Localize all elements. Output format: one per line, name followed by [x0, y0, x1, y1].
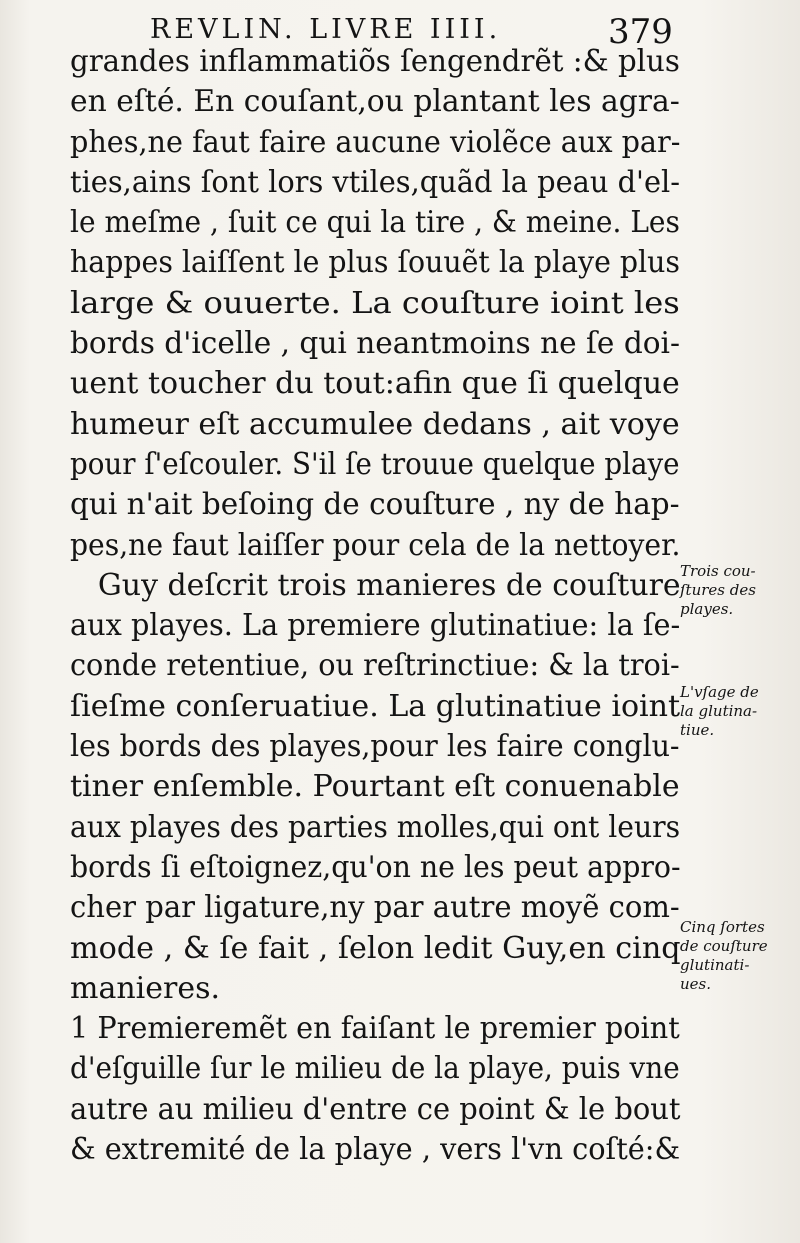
text-line: d'eſguille ſur le milieu de la playe, puis vne: [70, 1051, 680, 1087]
text-line: ſieſme conſeruatiue. La glutinatiue ioint: [70, 688, 681, 724]
text-line: le meſme , ſuit ce qui la tire , & meine. Les: [70, 205, 680, 241]
text-line: aux playes. La premiere glutinatiue: la ſe-: [70, 608, 681, 644]
margin-note-line: Trois cou-: [680, 562, 756, 580]
page-number: 379: [608, 12, 673, 52]
text-line: 1 Premieremẽt en faiſant le premier point: [70, 1011, 680, 1047]
margin-note-line: Cinq ſortes: [680, 918, 765, 936]
text-line: mode , & ſe fait , ſelon ledit Guy,en cinq: [70, 930, 681, 966]
margin-note-line: ſtures des: [680, 581, 756, 599]
margin-note-line: la glutina-: [680, 702, 758, 720]
text-line: humeur eſt accumulee dedans , ait voye: [70, 406, 680, 442]
text-line: cher par ligature,ny par autre moyẽ com-: [70, 890, 680, 926]
text-line: en eſté. En couſant,ou plantant les agra-: [70, 84, 680, 120]
text-line: les bords des playes,pour les faire conglu-: [70, 729, 680, 765]
text-line: bords ſi eſtoignez,qu'on ne les peut appro-: [70, 849, 681, 885]
text-line: bords d'icelle , qui neantmoins ne ſe doi-: [70, 326, 680, 362]
running-head: REVLIN. LIVRE IIII.: [150, 14, 502, 45]
text-line: pour ſ'eſcouler. S'il ſe trouue quelque playe: [70, 446, 680, 482]
text-line: conde retentiue, ou reſtrinctiue: & la troi-: [70, 648, 680, 684]
text-line: & extremité de la playe , vers l'vn coſté:&: [70, 1132, 681, 1168]
text-line: manieres.: [70, 970, 221, 1006]
margin-note-line: de couſture: [680, 937, 768, 955]
main-text-block: [70, 42, 680, 1170]
text-line: ties,ains ſont lors vtiles,quãd la peau d'el-: [70, 164, 681, 200]
text-line: phes,ne faut faire aucune violẽce aux par-: [70, 124, 681, 160]
margin-note-usage-glutinatiue: [680, 683, 792, 740]
text-line: uent toucher du tout:afin que ſi quelque: [70, 366, 680, 402]
text-line: large & ouuerte. La couſture ioint les: [70, 285, 680, 321]
text-line: pes,ne faut laiſſer pour cela de la nettoyer.: [70, 527, 681, 563]
margin-note-line: ues.: [680, 975, 712, 993]
text-line: happes laiſſent le plus ſouuẽt la playe plus: [70, 245, 680, 281]
margin-note-line: L'vſage de: [680, 683, 759, 701]
margin-note-trois-coustures: [680, 562, 792, 619]
text-line: grandes inflammatiõs ſengendrẽt :& plus: [70, 44, 680, 79]
margin-note-cinq-sortes: [680, 918, 792, 994]
margin-note-line: tiue.: [680, 721, 715, 739]
text-line: aux playes des parties molles,qui ont leurs: [70, 809, 681, 845]
text-line: qui n'ait beſoing de couſture , ny de hap-: [70, 487, 680, 523]
text-line: autre au milieu d'entre ce point & le bout: [70, 1091, 681, 1127]
text-line: tiner enſemble. Pourtant eſt conuenable: [70, 769, 680, 805]
margin-note-line: playes.: [680, 600, 734, 618]
margin-note-line: glutinati-: [680, 956, 750, 974]
text-line: Guy deſcrit trois manieres de couſture: [97, 567, 681, 603]
